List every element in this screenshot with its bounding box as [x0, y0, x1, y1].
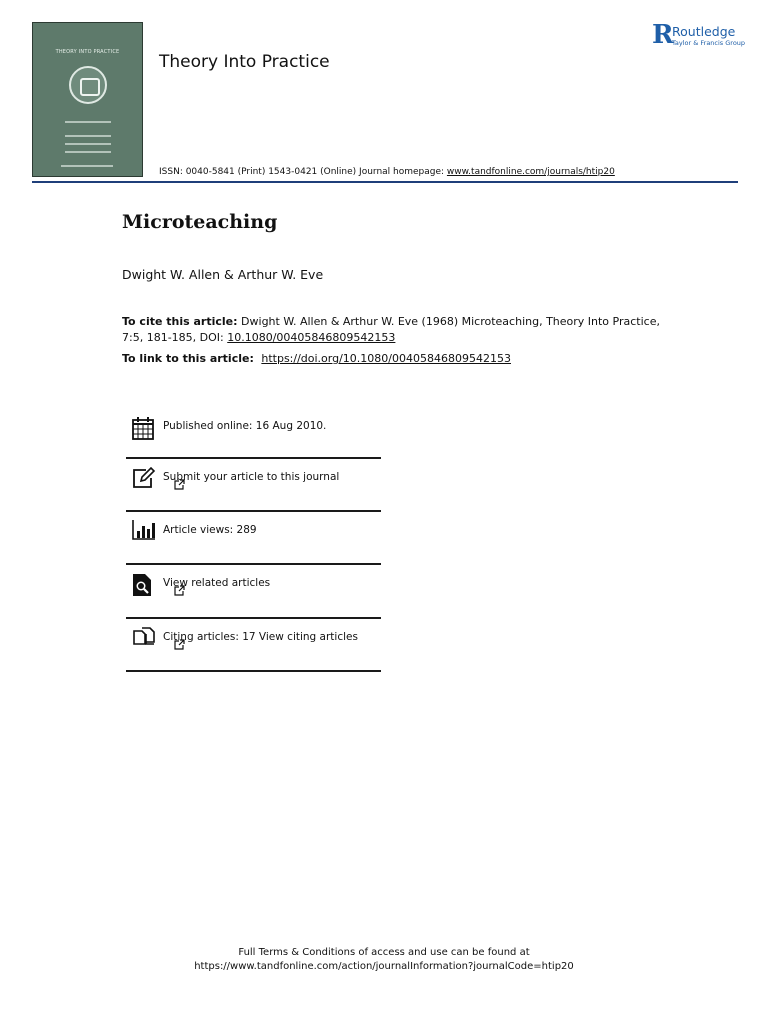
header-rule	[32, 181, 738, 183]
cover-title: THEORY INTO PRACTICE	[55, 49, 120, 55]
external-link-icon	[174, 639, 185, 650]
submit-article-link[interactable]	[163, 471, 339, 483]
issn-text: ISSN: 0040-5841 (Print) 1543-0421 (Online) Journal homepage:	[159, 167, 447, 177]
published-date: Published online: 16 Aug 2010.	[163, 420, 327, 432]
journal-title: Theory Into Practice	[159, 52, 330, 72]
citing-articles-row[interactable]	[126, 619, 381, 672]
external-link-icon	[174, 585, 185, 596]
copy-documents-icon	[132, 627, 156, 649]
citing-articles-label: Citing articles: 17 View citing articles	[163, 631, 358, 643]
journal-cover-image	[32, 22, 143, 177]
article-title: Microteaching	[122, 211, 278, 233]
cover-decoration	[65, 121, 111, 123]
citation-text: Dwight W. Allen & Arthur W. Eve (1968) Microteaching, Theory Into Practice, 7:5, 181-185, DOI:	[122, 315, 660, 344]
submit-article-row[interactable]	[126, 459, 381, 512]
related-articles-link[interactable]	[163, 577, 270, 589]
doi-link[interactable]: 10.1080/00405846809542153	[227, 331, 396, 344]
terms-footer	[0, 946, 768, 974]
publisher-tagline: Taylor & Francis Group	[672, 39, 746, 47]
article-views-count: Article views: 289	[163, 524, 257, 536]
submit-article-label: Submit your article to this journal	[163, 471, 340, 483]
link-label: To link to this article:	[122, 352, 254, 365]
cover-decoration	[61, 165, 113, 167]
article-url-link[interactable]: https://doi.org/10.1080/00405846809542153	[261, 352, 511, 365]
publisher-name: Routledge	[672, 24, 736, 39]
article-authors: Dwight W. Allen & Arthur W. Eve	[122, 267, 324, 282]
article-link-block	[122, 352, 511, 365]
article-views-row	[126, 512, 381, 565]
calendar-icon	[132, 416, 154, 440]
document-search-icon	[132, 573, 152, 597]
published-row	[126, 408, 381, 459]
routledge-r-icon: R	[652, 20, 674, 50]
publisher-logo	[652, 20, 746, 50]
external-link-icon	[174, 479, 185, 490]
related-articles-label: View related articles	[163, 577, 271, 589]
issn-line	[159, 167, 615, 177]
bar-chart-icon	[132, 520, 156, 540]
cover-emblem-icon	[69, 66, 107, 104]
related-articles-row[interactable]	[126, 565, 381, 619]
citation-block	[122, 314, 682, 346]
cover-decoration	[65, 143, 111, 145]
journal-homepage-link[interactable]: www.tandfonline.com/journals/htip20	[446, 167, 615, 177]
article-info-list	[126, 408, 381, 672]
cover-decoration	[65, 151, 111, 153]
cover-decoration	[65, 135, 111, 137]
terms-footer-url[interactable]: https://www.tandfonline.com/action/journalInformation?journalCode=htip20	[194, 961, 574, 972]
edit-icon	[132, 467, 156, 489]
terms-footer-line1: Full Terms & Conditions of access and use can be found at	[238, 947, 530, 958]
citing-articles-link[interactable]	[163, 631, 358, 643]
citation-label: To cite this article:	[122, 315, 238, 328]
